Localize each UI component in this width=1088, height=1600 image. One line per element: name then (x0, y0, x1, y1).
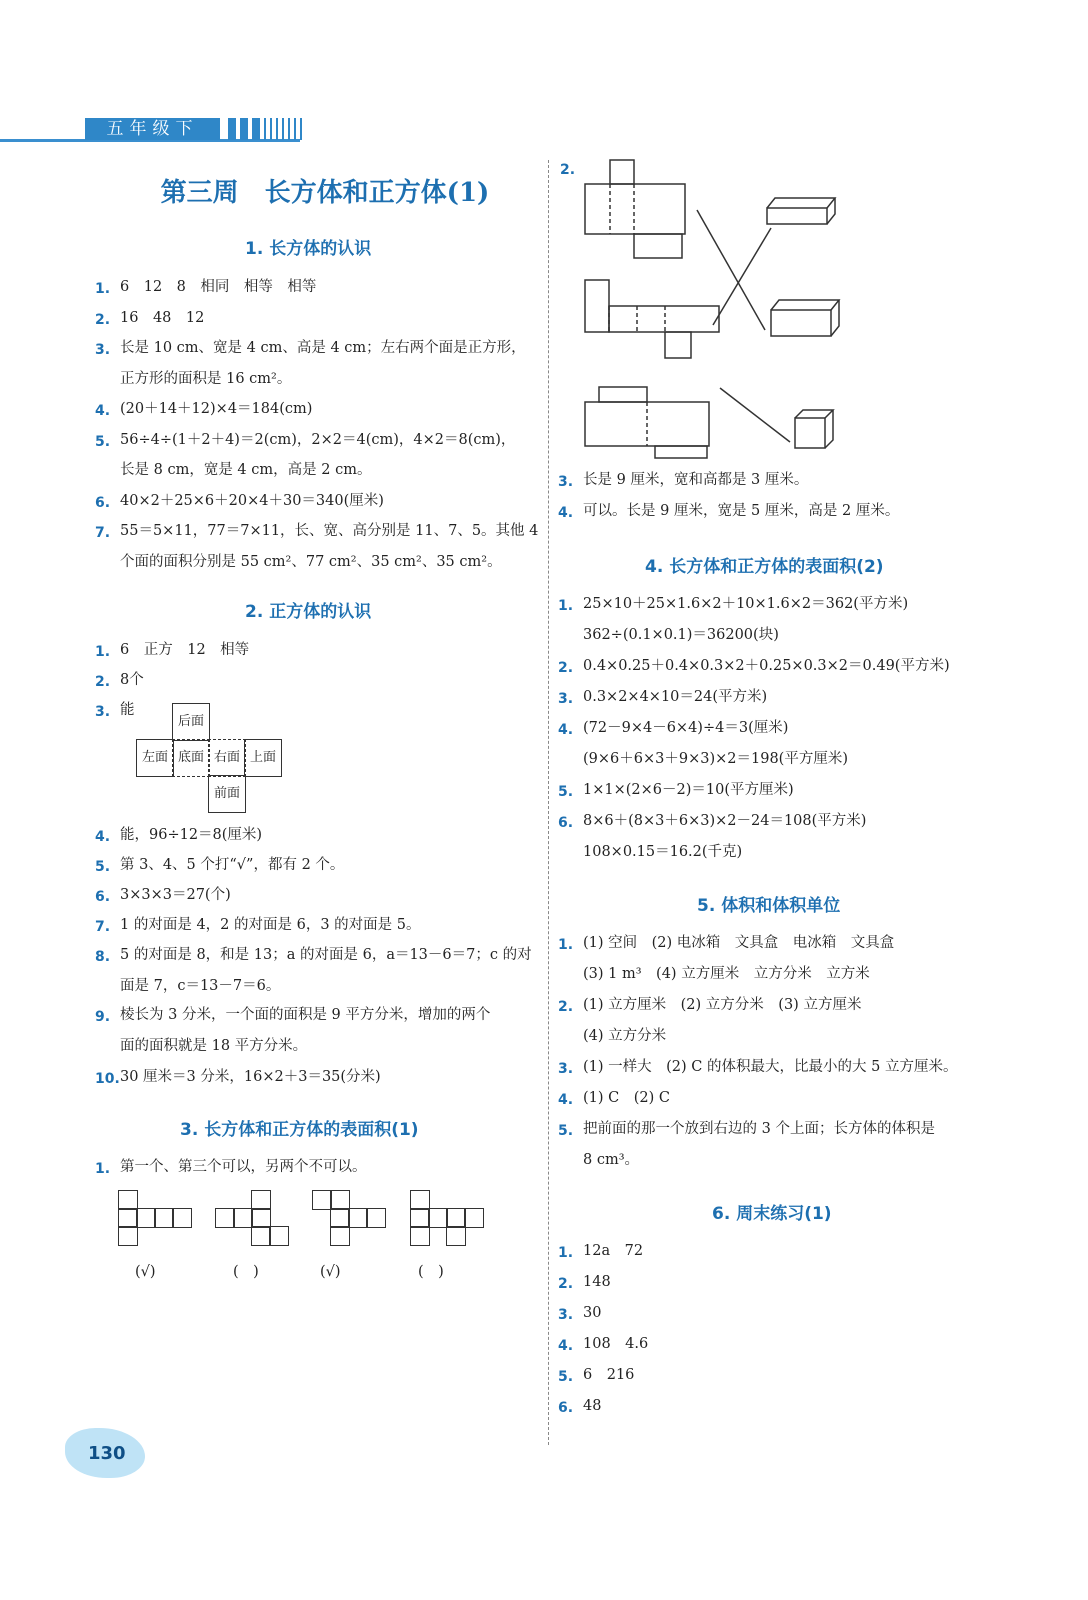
item-number: 7. (95, 525, 111, 541)
item-number: 7. (95, 919, 111, 935)
item-number: 9. (95, 1009, 111, 1025)
page-title: 第三周 长方体和正方体(1) (160, 178, 490, 208)
item-number: 6. (558, 815, 574, 831)
item-number: 1. (95, 644, 111, 660)
section-title: 1. 长方体的认识 (245, 239, 372, 259)
item-number: 5. (95, 859, 111, 875)
answer-line: 把前面的那一个放到右边的 3 个上面；长方体的体积是 (583, 1121, 935, 1137)
answer-line: 第一个、第三个可以，另两个不可以。 (120, 1159, 367, 1175)
item-number: 1. (558, 1245, 574, 1261)
answer-line: 长是 10 cm、宽是 4 cm、高是 4 cm；左右两个面是正方形， (120, 340, 526, 356)
answer-line: 棱长为 3 分米，一个面的面积是 9 平方分米，增加的两个 (120, 1007, 491, 1023)
item-number: 5. (558, 1123, 574, 1139)
answer-line: 6 正方 12 相等 (120, 642, 250, 658)
item-number: 10. (95, 1071, 120, 1087)
net-mark-1: (√) (135, 1264, 156, 1280)
net-matching-diagram (575, 150, 875, 460)
net-mark-4: ( ) (418, 1264, 444, 1280)
answer-line: 0.4×0.25＋0.4×0.3×2＋0.25×0.3×2＝0.49(平方米) (583, 658, 950, 674)
answer-line: 可以。长是 9 厘米，宽是 5 厘米，高是 2 厘米。 (583, 503, 900, 519)
answer-line: 108×0.15＝16.2(千克) (583, 844, 743, 860)
page-number: 130 (88, 1443, 126, 1464)
answer-line: 8 cm³。 (583, 1152, 640, 1168)
item-number: 8. (95, 949, 111, 965)
section-title: 6. 周末练习(1) (712, 1204, 832, 1224)
answer-line: 48 (583, 1398, 602, 1414)
answer-line: (1) C (2) C (583, 1090, 670, 1106)
answer-line: 12a 72 (583, 1243, 644, 1259)
net-face-right: 右面 (208, 739, 246, 777)
answer-line: 1×1×(2×6－2)＝10(平方厘米) (583, 782, 794, 798)
item-number: 5. (558, 784, 574, 800)
section-title: 3. 长方体和正方体的表面积(1) (180, 1120, 419, 1140)
answer-line: (20＋14＋12)×4＝184(cm) (120, 401, 313, 417)
answer-line: 16 48 12 (120, 309, 205, 326)
answer-line: 面的面积就是 18 平方分米。 (120, 1037, 308, 1054)
answer-line: 能 (120, 702, 135, 718)
item-number: 3. (558, 474, 574, 490)
answer-line: 30 厘米＝3 分米，16×2＋3＝35(分米) (120, 1069, 381, 1085)
item-number: 1. (95, 1161, 111, 1177)
item-number: 4. (558, 722, 574, 738)
net-face-top: 后面 (172, 703, 210, 741)
answer-line: 3×3×3＝27(个) (120, 887, 231, 903)
answer-line: 面是 7，c＝13－7＝6。 (120, 977, 281, 994)
answer-line: 362÷(0.1×0.1)＝36200(块) (583, 627, 779, 643)
item-number: 3. (95, 704, 111, 720)
answer-line: 30 (583, 1305, 602, 1321)
item-number: 5. (558, 1369, 574, 1385)
item-number: 3. (558, 1307, 574, 1323)
answer-line: 108 4.6 (583, 1336, 649, 1352)
item-number: 4. (95, 403, 111, 419)
item-number: 2. (95, 311, 111, 328)
answer-line: 8×6＋(8×3＋6×3)×2－24＝108(平方米) (583, 813, 867, 829)
item-number: 1. (558, 937, 574, 953)
header-decoration (228, 118, 302, 140)
answer-line: 5 的对面是 8，和是 13；a 的对面是 6，a＝13－6＝7；c 的对 (120, 947, 532, 963)
answer-line: 6 12 8 相同 相等 相等 (120, 279, 317, 295)
answer-line: (1) 空间 (2) 电冰箱 文具盒 电冰箱 文具盒 (583, 935, 895, 951)
item-number: 6. (558, 1400, 574, 1416)
net-face-up: 上面 (244, 739, 282, 777)
answer-line: (3) 1 m³ (4) 立方厘米 立方分米 立方米 (583, 966, 870, 982)
item-number: 2. (560, 162, 576, 178)
answer-line: 第 3、4、5 个打“√”，都有 2 个。 (120, 857, 345, 873)
answer-line: 56÷4÷(1＋2＋4)＝2(cm)，2×2＝4(cm)，4×2＝8(cm)， (120, 431, 516, 448)
net-face-left: 左面 (136, 739, 174, 777)
item-number: 4. (558, 1338, 574, 1354)
answer-line: 8个 (120, 672, 144, 688)
item-number: 2. (558, 999, 574, 1015)
grade-tab: 五年级下 (85, 118, 220, 140)
item-number: 2. (558, 1276, 574, 1292)
item-number: 3. (95, 342, 111, 358)
answer-line: (72－9×4－6×4)÷4＝3(厘米) (583, 720, 789, 736)
column-divider (548, 160, 549, 1445)
answer-line: (1) 立方厘米 (2) 立方分米 (3) 立方厘米 (583, 997, 862, 1013)
section-title: 2. 正方体的认识 (245, 602, 372, 622)
net-face-bottom: 底面 (172, 739, 210, 777)
net-mark-3: (√) (320, 1264, 341, 1280)
item-number: 3. (558, 1061, 574, 1077)
item-number: 6. (95, 494, 111, 511)
answer-line: (9×6＋6×3＋9×3)×2＝198(平方厘米) (583, 751, 848, 767)
answer-line: 0.3×2×4×10＝24(平方米) (583, 689, 768, 705)
answer-line: 1 的对面是 4，2 的对面是 6，3 的对面是 5。 (120, 917, 421, 933)
item-number: 4. (558, 1092, 574, 1108)
answer-line: 能，96÷12＝8(厘米) (120, 827, 263, 843)
answer-line: (1) 一样大 (2) C 的体积最大，比最小的大 5 立方厘米。 (583, 1059, 958, 1075)
answer-line: 55＝5×11，77＝7×11，长、宽、高分别是 11、7、5。其他 4 (120, 523, 539, 539)
section-title: 4. 长方体和正方体的表面积(2) (645, 557, 884, 577)
answer-line: 6 216 (583, 1367, 635, 1383)
item-number: 4. (95, 829, 111, 845)
section-title: 5. 体积和体积单位 (697, 896, 841, 916)
answer-line: 长是 9 厘米，宽和高都是 3 厘米。 (583, 472, 809, 488)
net-mark-2: ( ) (233, 1264, 259, 1280)
item-number: 5. (95, 433, 111, 450)
item-number: 2. (95, 674, 111, 690)
net-face-front: 前面 (208, 775, 246, 813)
answer-line: (4) 立方分米 (583, 1028, 667, 1044)
item-number: 6. (95, 889, 111, 905)
answer-line: 40×2＋25×6＋20×4＋30＝340(厘米) (120, 492, 384, 509)
item-number: 3. (558, 691, 574, 707)
answer-line: 25×10＋25×1.6×2＋10×1.6×2＝362(平方米) (583, 596, 909, 612)
answer-line: 长是 8 cm，宽是 4 cm，高是 2 cm。 (120, 462, 372, 478)
item-number: 2. (558, 660, 574, 676)
item-number: 1. (95, 281, 111, 297)
answer-line: 148 (583, 1274, 611, 1290)
item-number: 4. (558, 505, 574, 521)
answer-line: 个面的面积分别是 55 cm²、77 cm²、35 cm²、35 cm²。 (120, 553, 502, 570)
answer-line: 正方形的面积是 16 cm²。 (120, 370, 292, 387)
item-number: 1. (558, 598, 574, 614)
